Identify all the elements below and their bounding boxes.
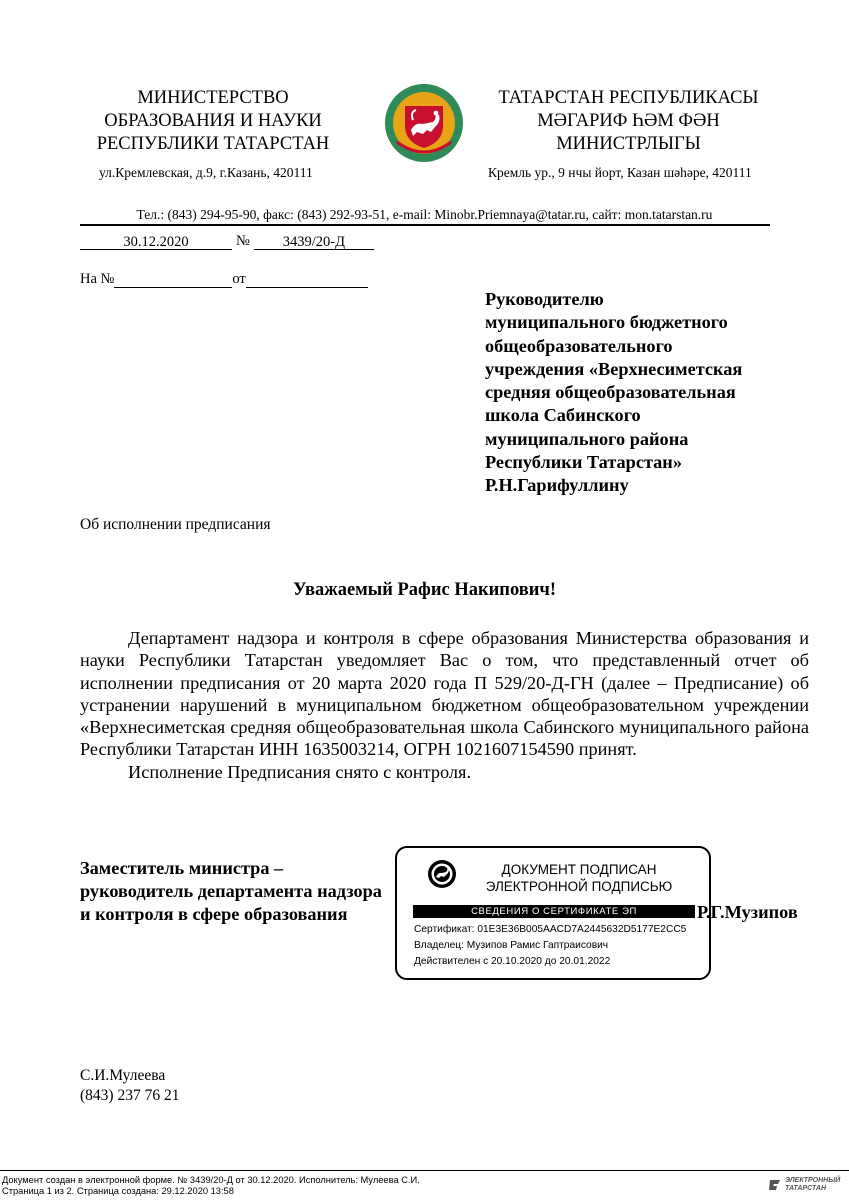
reply-to-number-blank (114, 272, 232, 288)
logo-mark-icon (768, 1178, 782, 1192)
ministry-name-line: МИНИСТРЛЫГЫ (556, 134, 701, 154)
stamp-owner: Владелец: Музипов Рамис Гаптраисович (414, 940, 609, 951)
signer-position (80, 857, 382, 926)
ministry-name-line: ОБРАЗОВАНИЯ И НАУКИ (104, 111, 322, 131)
reply-to-date-blank (246, 272, 368, 288)
ministry-name-line: РЕСПУБЛИКИ ТАТАРСТАН (96, 134, 330, 154)
addressee-line: муниципального района (485, 428, 689, 449)
addressee-line: школа Сабинского (485, 405, 641, 426)
header-divider (80, 224, 770, 226)
executor-name: С.И.Мулеева (80, 1067, 166, 1084)
registration-number: 3439/20-Д (254, 234, 374, 250)
addressee-block (485, 288, 742, 498)
logo-line: ЭЛЕКТРОННЫЙ (785, 1177, 841, 1184)
emblem-stamp-icon (427, 859, 457, 889)
stamp-title-line: ДОКУМЕНТ ПОДПИСАН (501, 862, 657, 877)
signer-position-line: и контроля в сфере образования (80, 904, 348, 924)
footer-line: Документ создан в электронной форме. № 3439/20-Д от 30.12.2020. Исполнитель: Мулеева С.И. (2, 1175, 420, 1185)
registration-line (80, 233, 374, 250)
body-paragraph: Исполнение Предписания снято с контроля. (128, 761, 472, 782)
letter-greeting: Уважаемый Рафис Накипович! (292, 580, 556, 600)
stamp-certificate: Сертификат: 01E3E36B005AACD7A2445632D5177E2CC5 (414, 924, 687, 935)
e-signature-stamp (395, 846, 711, 980)
addressee-line: общеобразовательного (485, 335, 673, 356)
footer-text (2, 1175, 420, 1197)
signer-position-line: Заместитель министра – (80, 858, 284, 878)
letter-subject: Об исполнении предписания (80, 516, 271, 533)
registration-number-label: № (236, 233, 250, 249)
ministry-name-line: МӘГАРИФ ҺӘМ ФӘН (537, 111, 720, 131)
address-ru: ул.Кремлевская, д.9, г.Казань, 420111 (99, 165, 313, 180)
ministry-name-ru (88, 87, 338, 156)
stamp-certificate-bar: СВЕДЕНИЯ О СЕРТИФИКАТЕ ЭП (413, 905, 695, 918)
footer-divider (0, 1170, 849, 1171)
reply-to-from-label: от (232, 271, 246, 287)
signer-name: Р.Г.Музипов (697, 902, 798, 922)
ministry-name-tt (480, 87, 777, 156)
contact-line: Тел.: (843) 294-95-90, факс: (843) 292-93-51, e-mail: Minobr.Priemnaya@tatar.ru, сайт: mon.tatarstan.ru (136, 207, 713, 222)
registration-date: 30.12.2020 (80, 234, 232, 250)
electronic-tatarstan-logo (768, 1177, 840, 1193)
addressee-line: Республики Татарстан» (485, 452, 682, 473)
addressee-line: муниципального бюджетного (485, 312, 728, 333)
signer-position-line: руководитель департамента надзора (80, 881, 382, 901)
ministry-name-line: МИНИСТЕРСТВО (137, 88, 289, 108)
address-tt: Кремль ур., 9 нчы йорт, Казан шәһәре, 420111 (488, 165, 752, 180)
addressee-line: учреждения «Верхнесиметская (485, 358, 743, 379)
letter-body (80, 627, 809, 783)
logo-line: ТАТАРСТАН (785, 1185, 826, 1192)
ministry-name-line: ТАТАРСТАН РЕСПУБЛИКАСЫ (498, 88, 759, 108)
reply-to-line (80, 271, 368, 288)
stamp-validity: Действителен с 20.10.2020 до 20.01.2022 (414, 956, 611, 967)
executor-block (80, 1066, 179, 1106)
reply-to-label: На № (80, 271, 115, 287)
addressee-line: средняя общеобразовательная (485, 382, 736, 403)
stamp-title (479, 861, 679, 895)
body-paragraph: Департамент надзора и контроля в сфере образования Министерства образования и науки Республики Татарстан уведомляет Вас о том, что представленный отчет об исполнении предписания от 20 марта 2020 года П 529/20-Д-ГН (далее – Предписание) об устранении нарушений в муниципальном бюджетном общеобразовательном учреждении «Верхнесиметская средняя общеобразовательная школа Сабинского муниципального района Республики Татарстан ИНН 1635003214, ОГРН 1021607154590 принят. (80, 628, 809, 760)
tatarstan-emblem-icon (383, 82, 465, 164)
stamp-title-line: ЭЛЕКТРОННОЙ ПОДПИСЬЮ (485, 879, 673, 894)
addressee-line: Руководителю (485, 289, 604, 309)
footer-line: Страница 1 из 2. Страница создана: 29.12.2020 13:58 (2, 1186, 234, 1196)
executor-phone: (843) 237 76 21 (80, 1087, 180, 1104)
addressee-line: Р.Н.Гарифуллину (485, 475, 629, 496)
